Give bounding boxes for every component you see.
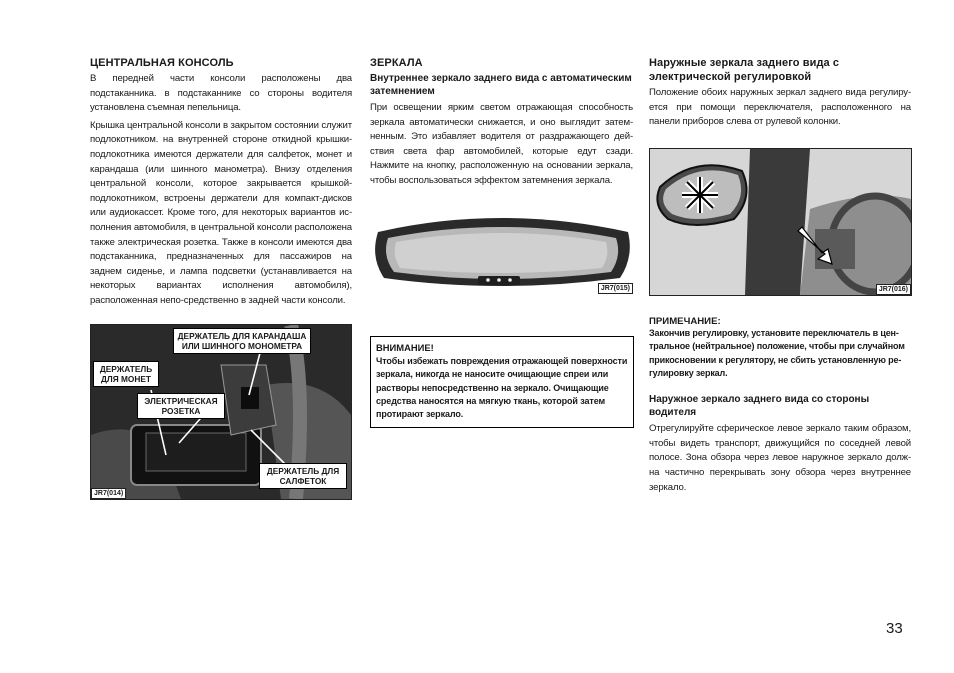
warning-box xyxy=(370,336,634,428)
note-text: Закончив регулировку, установите переключатель в цен-тральное (нейтральное) положение, чтобы при случайном прикосновении к регулятору, не сбить установленную ре-гулировку зеркал. xyxy=(649,328,905,378)
column-center-console xyxy=(90,56,352,309)
note-title: ПРИМЕЧАНИЕ: xyxy=(649,316,721,327)
outer-mirror-photo xyxy=(650,149,911,295)
warning-title: ВНИМАНИЕ! xyxy=(376,342,434,353)
figure-rearview-mirror xyxy=(370,212,633,294)
callout-napkin-holder: ДЕРЖАТЕЛЬ ДЛЯ САЛФЕТОК xyxy=(259,463,347,489)
column-mirrors xyxy=(370,56,633,189)
figure-code: JR7(016) xyxy=(876,284,911,295)
paragraph-auto-dimming: При освещении ярким светом отражающая способность зеркала автоматически снижается, и оно выглядит затем-ненным. Это избавляет водителя от раздражающего дей-ствия света фар автомобилей, которые едут сзади. Нажмите на кнопку, расположенную на основании зеркала, чтобы воспользоваться эффектом затемнения зеркала. xyxy=(370,102,633,186)
callout-coin-holder: ДЕРЖАТЕЛЬ ДЛЯ МОНЕТ xyxy=(93,361,159,387)
figure-center-console xyxy=(90,324,352,500)
paragraph-cupholders: В передней части консоли расположены два подстаканника. в подстаканнике со стороны водителя установлена съемная пепельница. xyxy=(90,73,352,114)
figure-code: JR7(015) xyxy=(598,283,633,294)
rearview-mirror-drawing xyxy=(370,212,633,294)
paragraph-driver-mirror: Отрегулируйте сферическое левое зеркало таким образом, чтобы видеть транспорт, движущийся по соседней левой полосе. Зона обзора через левое наружное зеркало долж-на частично перекрывать зону обзора через внутреннее зеркало. xyxy=(649,423,911,493)
subtitle-driver-mirror: Наружное зеркало заднего вида со стороны водителя xyxy=(649,394,870,419)
callout-power-socket: ЭЛЕКТРИЧЕСКАЯ РОЗЕТКА xyxy=(137,393,225,419)
callout-pencil-holder: ДЕРЖАТЕЛЬ ДЛЯ КАРАНДАША ИЛИ ШИННОГО МОНОМЕТРА xyxy=(173,328,311,354)
section-title-mirrors: ЗЕРКАЛА xyxy=(370,57,423,69)
paragraph-armrest: Крышка центральной консоли в закрытом состоянии служит подлокотником. на внутренней стороне откидной крышки-подлокотника имеются держатели для салфеток, монет и карандаша (или шинного манометра). Внизу отделения центральной консоли, которое закрывается крышкой-подлокотником, встроены держатели для компакт-дисков или аудиокассет. Кроме того, для некоторых вариантов ис-полнения автомобиля, в центральной консоли расположена также электрическая розетка. Также в консоли имеются два подстаканника, предназначенных для пассажиров на заднем сиденье, и лампа подсветки (устанавливается на некоторых вариантах исполнения автомобиля), расположенная непо-средственно в задней части консоли. xyxy=(90,119,352,306)
note-block xyxy=(649,316,911,495)
warning-text: Чтобы избежать повреждения отражающей поверхности зеркала, никогда не наносите очищающие спреи или растворы непосредственно на зеркало. Очищающие средства наносятся на мягкую ткань, которой затем протирают зеркало. xyxy=(376,356,628,420)
paragraph-outer-mirrors: Положение обоих наружных зеркал заднего вида регулиру-ется при помощи переключателя, расположенного на панели приборов слева от рулевой колонки. xyxy=(649,87,911,128)
figure-code: JR7(014) xyxy=(91,488,126,499)
column-outer-mirrors xyxy=(649,56,911,130)
section-title-center-console: ЦЕНТРАЛЬНАЯ КОНСОЛЬ xyxy=(90,57,234,69)
page-number: 33 xyxy=(886,620,903,637)
section-title-outer-mirrors: Наружные зеркала заднего вида с электрической регулировкой xyxy=(649,57,840,83)
subtitle-auto-dimming: Внутреннее зеркало заднего вида с автоматическим затемнением xyxy=(370,73,632,97)
figure-outer-mirror-switch xyxy=(649,148,912,296)
